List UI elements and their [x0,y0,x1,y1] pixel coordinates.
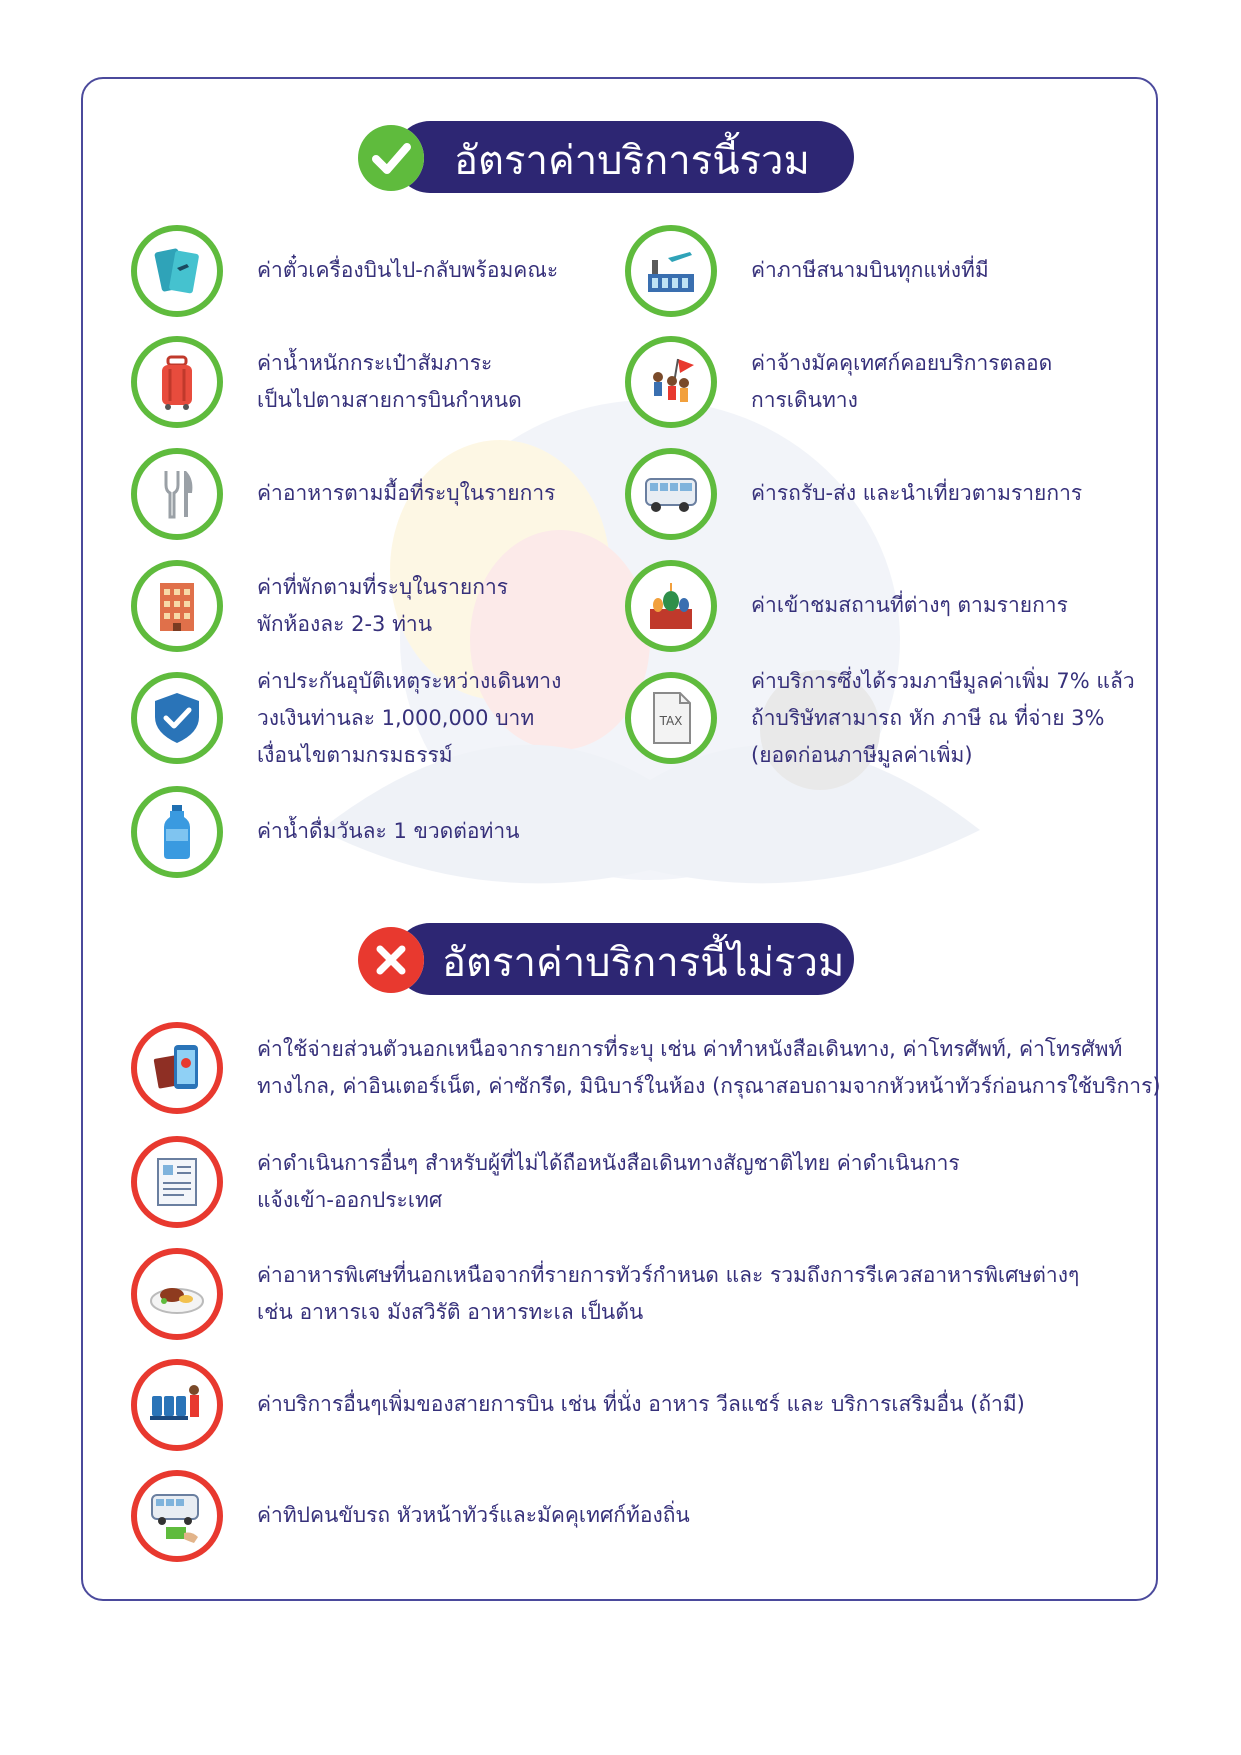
included-item-line: ค่าน้ำหนักกระเป๋าสัมภาระ [257,351,493,375]
excluded-item-line: ทางไกล, ค่าอินเตอร์เน็ต, ค่าซักรีด, มินิบาร์ในห้อง (กรุณาสอบถามจากหัวหน้าทัวร์ก่อนการใช้บริการ) [257,1074,1161,1098]
airline-seat-icon [144,1372,210,1438]
excluded-item-icon-ring [131,1136,223,1228]
excluded-item-icon-ring [131,1022,223,1114]
passport-phone-icon [144,1035,210,1101]
excluded-item-line: ค่าใช้จ่ายส่วนตัวนอกเหนือจากรายการที่ระบุ เช่น ค่าทำหนังสือเดินทาง, ค่าโทรศัพท์, ค่าโทรศัพท์ [257,1037,1123,1061]
included-item-line: เงื่อนไขตามกรมธรรม์ [257,743,453,767]
bus-icon [638,461,704,527]
tour-guide-icon [638,349,704,415]
airport-icon [638,238,704,304]
hotel-icon [144,573,210,639]
included-item-line: เป็นไปตามสายการบินกำหนด [257,388,522,412]
included-item-line: ค่าน้ำดื่มวันละ 1 ขวดต่อท่าน [257,819,520,843]
included-item-line: ค่าภาษีสนามบินทุกแห่งที่มี [751,258,989,282]
included-item-icon-ring [131,560,223,652]
included-item-icon-ring [131,672,223,764]
excluded-item-line: ค่าดำเนินการอื่นๆ สำหรับผู้ที่ไม่ได้ถือหนังสือเดินทางสัญชาติไทย ค่าดำเนินการ [257,1151,960,1175]
included-item-line: ค่าเข้าชมสถานที่ต่างๆ ตามรายการ [751,593,1068,617]
fork-knife-icon [144,461,210,527]
ticket-icon [144,238,210,304]
included-item-icon-ring [625,336,717,428]
landmark-icon [638,573,704,639]
included-item-icon-ring [625,672,717,764]
included-item-line: ค่าจ้างมัคคุเทศก์คอยบริการตลอด [751,351,1053,375]
svg-text:TAX: TAX [659,714,683,728]
included-item-icon-ring [625,560,717,652]
shield-icon [144,685,210,751]
tip-bus-icon [144,1483,210,1549]
included-item-icon-ring [625,225,717,317]
included-item-line: วงเงินท่านละ 1,000,000 บาท [257,706,535,730]
special-meal-icon [144,1261,210,1327]
excluded-title: อัตราค่าบริการนี้ไม่รวม [442,940,845,986]
included-item-line: พักห้องละ 2-3 ท่าน [257,612,433,636]
excluded-item-icon-ring [131,1359,223,1451]
cross-icon [358,927,424,993]
included-item-icon-ring [131,448,223,540]
check-icon [358,125,424,191]
excluded-item-line: เช่น อาหารเจ มังสวิรัติ อาหารทะเล เป็นต้น [257,1300,644,1324]
included-item-icon-ring [625,448,717,540]
included-item-line: ค่าประกันอุบัติเหตุระหว่างเดินทาง [257,669,562,693]
cross-badge [358,927,424,993]
excluded-item-line: ค่าทิปคนขับรถ หัวหน้าทัวร์และมัคคุเทศก์ท้องถิ่น [257,1503,690,1527]
luggage-icon [144,349,210,415]
check-badge [358,125,424,191]
included-item-icon-ring [131,786,223,878]
excluded-item-line: แจ้งเข้า-ออกประเทศ [257,1188,443,1212]
tax-document-icon [638,685,704,751]
included-item-icon-ring [131,225,223,317]
included-item-line: การเดินทาง [751,388,858,412]
excluded-item-line: ค่าอาหารพิเศษที่นอกเหนือจากที่รายการทัวร์กำหนด และ รวมถึงการรีเควสอาหารพิเศษต่างๆ [257,1263,1080,1287]
excluded-item-line: ค่าบริการอื่นๆเพิ่มของสายการบิน เช่น ที่นั่ง อาหาร วีลแชร์ และ บริการเสริมอื่น (ถ้ามี) [257,1392,1025,1416]
excluded-item-icon-ring [131,1470,223,1562]
included-item-line: ค่าที่พักตามที่ระบุในรายการ [257,575,509,599]
included-item-line: (ยอดก่อนภาษีมูลค่าเพิ่ม) [751,743,973,767]
included-item-line: ค่ารถรับ-ส่ง และนำเที่ยวตามรายการ [751,481,1083,505]
included-item-line: ค่าอาหารตามมื้อที่ระบุในรายการ [257,481,556,505]
visa-document-icon [144,1149,210,1215]
included-item-icon-ring [131,336,223,428]
excluded-item-icon-ring [131,1248,223,1340]
included-item-line: ค่าบริการซึ่งได้รวมภาษีมูลค่าเพิ่ม 7% แล้ว [751,669,1135,693]
included-title: อัตราค่าบริการนี้รวม [454,138,810,184]
included-item-line: ถ้าบริษัทสามารถ หัก ภาษี ณ ที่จ่าย 3% [751,706,1105,730]
excluded-banner [358,921,868,993]
included-banner [358,119,868,191]
water-bottle-icon [144,799,210,865]
included-item-line: ค่าตั๋วเครื่องบินไป-กลับพร้อมคณะ [257,258,559,282]
